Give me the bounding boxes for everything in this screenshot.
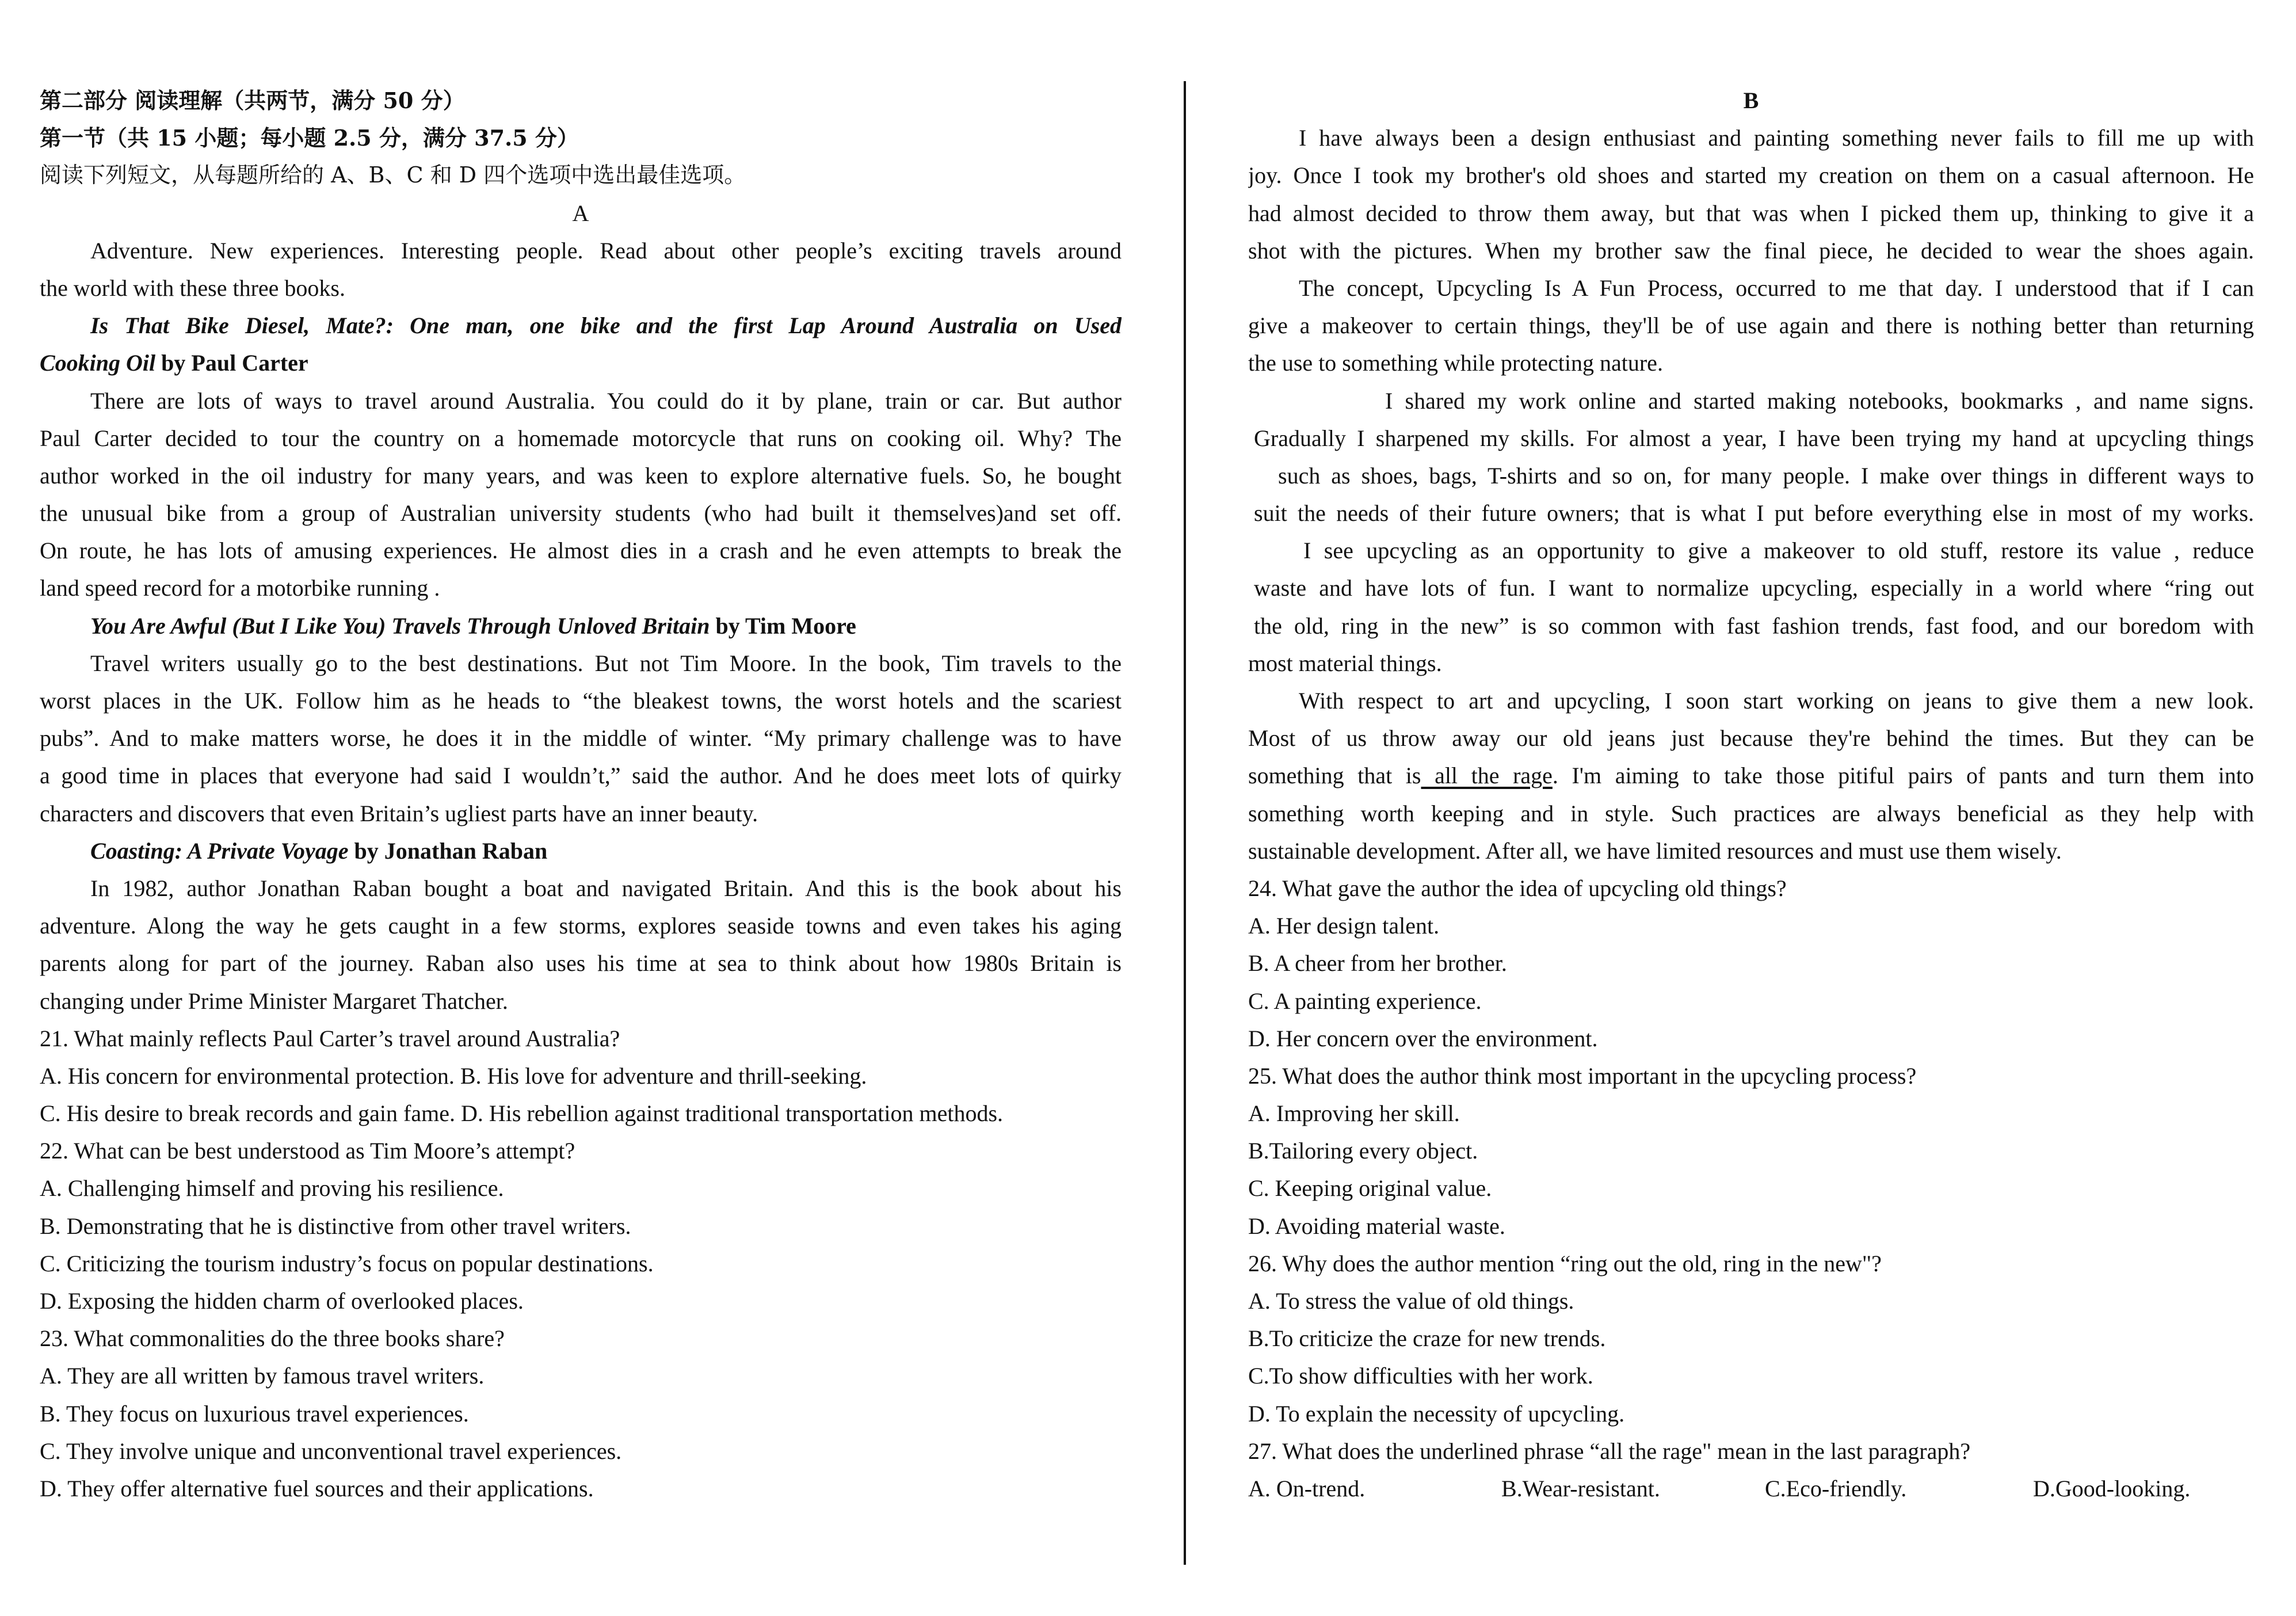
- answer-option: C.Eco-friendly.: [1765, 1475, 1907, 1501]
- text-segment: something that is: [1248, 763, 1421, 789]
- question-text: 24. What gave the author the idea of upcycling old things?: [1248, 875, 1787, 901]
- right-text-line: I see upcycling as an opportunity to give a makeover to old stuff, restore its value , reduce: [1303, 538, 2254, 564]
- question-text: 21. What mainly reflects Paul Carter’s travel around Australia?: [40, 1025, 620, 1051]
- right-text-line: I have always been a design enthusiast and painting something never fails to fill me up with: [1299, 125, 2254, 151]
- left-text-line: the unusual bike from a group of Australian university students (who had built it themselves)and set off.: [40, 500, 1122, 527]
- right-text-line: With respect to art and upcycling, I soon start working on jeans to give them a new look.: [1299, 688, 2254, 714]
- answer-option: C.To show difficulties with her work.: [1248, 1363, 1593, 1389]
- left-text-line: author worked in the oil industry for many years, and was keen to explore alternative fuels. So, he bought: [40, 462, 1122, 489]
- right-title-line: [1248, 757, 2254, 794]
- text-segment: by Paul Carter: [155, 350, 308, 376]
- answer-option: D.Good-looking.: [2033, 1475, 2191, 1501]
- column-divider: [1184, 81, 1186, 1565]
- right-text-line: give a makeover to certain things, they'll be of use again and there is nothing better than returning: [1248, 312, 2254, 339]
- left-text-line: changing under Prime Minister Margaret Thatcher.: [40, 988, 508, 1014]
- answer-option: B. They focus on luxurious travel experiences.: [40, 1400, 469, 1427]
- left-text-line: the world with these three books.: [40, 275, 345, 301]
- question-text: 23. What commonalities do the three books share?: [40, 1325, 505, 1352]
- left-text-line: 阅读下列短文，从每题所给的 A、B、C 和 D 四个选项中选出最佳选项。: [40, 162, 746, 188]
- right-text-line: Gradually I sharpened my skills. For almost a year, I have been trying my hand at upcycling things: [1254, 425, 2254, 451]
- answer-option: B. A cheer from her brother.: [1248, 950, 1507, 977]
- left-text-line: parents along for part of the journey. Raban also uses his time at sea to think about how 1980s Britain is: [40, 950, 1122, 977]
- right-text-line: joy. Once I took my brother's old shoes and started my creation on them on a casual afternoon. He: [1248, 162, 2254, 189]
- left-text-line: worst places in the UK. Follow him as he heads to “the bleakest towns, the worst hotels and the scariest: [40, 688, 1122, 714]
- right-text-line: most material things.: [1248, 650, 1442, 676]
- text-segment: . I'm aiming to take those pitiful pairs of pants and turn them into: [1552, 763, 2254, 789]
- right-text-line: Most of us throw away our old jeans just because they're behind the times. But they can be: [1248, 725, 2254, 752]
- right-text-line: had almost decided to throw them away, but that was when I picked them up, thinking to give it a: [1248, 200, 2254, 226]
- answer-option: C. Keeping original value.: [1248, 1175, 1492, 1202]
- answer-option: B.To criticize the craze for new trends.: [1248, 1325, 1606, 1352]
- left-title-line: [40, 607, 1122, 645]
- left-text-line: On route, he has lots of amusing experiences. He almost dies in a crash and he even attempts to break the: [40, 538, 1122, 564]
- answer-option: C. A painting experience.: [1248, 988, 1482, 1014]
- answer-option: D. Her concern over the environment.: [1248, 1025, 1598, 1051]
- left-text-line: 第一节（共 15 小题；每小题 2.5 分，满分 37.5 分）: [40, 125, 579, 151]
- left-text-line: characters and discovers that even Britain’s ugliest parts have an inner beauty.: [40, 800, 758, 826]
- right-text-line: suit the needs of their future owners; that is what I put before everything else in most of my works.: [1254, 500, 2254, 527]
- left-text-line: Travel writers usually go to the best destinations. But not Tim Moore. In the book, Tim travels to the: [90, 650, 1122, 676]
- left-title-line: [40, 307, 1122, 344]
- right-column: [1248, 82, 2254, 1507]
- right-text-line: B: [1743, 87, 1759, 113]
- answer-option: B.Wear-resistant.: [1501, 1475, 1660, 1501]
- answer-option: A. To stress the value of old things.: [1248, 1288, 1574, 1314]
- question-text: 26. Why does the author mention “ring out the old, ring in the new"?: [1248, 1250, 1882, 1276]
- left-text-line: There are lots of ways to travel around Australia. You could do it by plane, train or car. But author: [90, 387, 1122, 414]
- book-title: Coasting: A Private Voyage: [90, 837, 349, 864]
- left-title-line: [40, 832, 1122, 870]
- answer-option: C. Criticizing the tourism industry’s focus on popular destinations.: [40, 1250, 654, 1276]
- answer-option: A. Challenging himself and proving his resilience.: [40, 1175, 504, 1202]
- answer-option: A. They are all written by famous travel writers.: [40, 1363, 485, 1389]
- answer-option: C. They involve unique and unconventional travel experiences.: [40, 1438, 622, 1464]
- question-text: 22. What can be best understood as Tim Moore’s attempt?: [40, 1138, 575, 1164]
- book-title: You Are Awful (But I Like You) Travels Through Unloved Britain: [90, 612, 710, 639]
- right-text-line: such as shoes, bags, T-shirts and so on, for many people. I make over things in different ways to: [1278, 462, 2254, 489]
- right-text-line: The concept, Upcycling Is A Fun Process, occurred to me that day. I understood that if I can: [1299, 275, 2254, 301]
- right-text-line: the use to something while protecting nature.: [1248, 350, 1663, 376]
- answer-option: A. Her design talent.: [1248, 913, 1440, 939]
- left-text-line: a good time in places that everyone had said I wouldn’t,” said the author. And he does meet lots of quirky: [40, 763, 1122, 789]
- answer-option: D. Avoiding material waste.: [1248, 1213, 1505, 1239]
- question-text: 25. What does the author think most important in the upcycling process?: [1248, 1062, 1917, 1089]
- answer-option: D. Exposing the hidden charm of overlooked places.: [40, 1288, 524, 1314]
- q27-options-row: [1248, 1470, 2254, 1507]
- left-text-line: Paul Carter decided to tour the country on a homemade motorcycle that runs on cooking oil. Why? The: [40, 425, 1122, 451]
- left-text-line: adventure. Along the way he gets caught in a few storms, explores seaside towns and even takes his aging: [40, 913, 1122, 939]
- left-text-line: pubs”. And to make matters worse, he does it in the middle of winter. “My primary challenge was to have: [40, 725, 1122, 752]
- answer-option: C. His desire to break records and gain fame. D. His rebellion against traditional transportation methods.: [40, 1100, 1004, 1127]
- answer-option: A. His concern for environmental protection. B. His love for adventure and thrill-seeking.: [40, 1062, 867, 1089]
- question-text: 27. What does the underlined phrase “all the rage" mean in the last paragraph?: [1248, 1438, 1971, 1464]
- answer-option: A. Improving her skill.: [1248, 1100, 1460, 1127]
- book-title: Cooking Oil: [40, 350, 156, 376]
- right-text-line: sustainable development. After all, we have limited resources and must use them wisely.: [1248, 837, 2062, 864]
- left-text-line: In 1982, author Jonathan Raban bought a boat and navigated Britain. And this is the book about his: [90, 875, 1122, 901]
- left-text-line: land speed record for a motorbike running .: [40, 575, 440, 601]
- answer-option: B.Tailoring every object.: [1248, 1138, 1478, 1164]
- answer-option: D. They offer alternative fuel sources and their applications.: [40, 1475, 594, 1501]
- right-text-line: something worth keeping and in style. Such practices are always beneficial as they help with: [1248, 800, 2254, 826]
- answer-option: D. To explain the necessity of upcycling.: [1248, 1400, 1625, 1427]
- text-segment: by Tim Moore: [710, 612, 856, 639]
- underlined-phrase: all the rage: [1421, 763, 1553, 789]
- left-title-line: [40, 344, 1122, 382]
- right-text-line: the old, ring in the new” is so common with fast fashion trends, fast food, and our boredom with: [1254, 612, 2254, 639]
- right-text-line: shot with the pictures. When my brother saw the final piece, he decided to wear the shoes again.: [1248, 237, 2254, 264]
- right-text-line: waste and have lots of fun. I want to normalize upcycling, especially in a world where “ring out: [1254, 575, 2254, 601]
- left-text-line: A: [572, 200, 589, 226]
- answer-option: A. On-trend.: [1248, 1475, 1366, 1501]
- left-text-line: Adventure. New experiences. Interesting people. Read about other people’s exciting travels around: [90, 237, 1122, 264]
- left-column: [40, 82, 1122, 1507]
- book-title: Is That Bike Diesel, Mate?: One man, one bike and the first Lap Around Australia on Used: [90, 312, 1122, 339]
- text-segment: by Jonathan Raban: [348, 837, 548, 864]
- right-text-line: I shared my work online and started making notebooks, bookmarks , and name signs.: [1385, 387, 2254, 414]
- left-text-line: 第二部分 阅读理解（共两节，满分 50 分）: [40, 87, 465, 113]
- answer-option: B. Demonstrating that he is distinctive from other travel writers.: [40, 1213, 631, 1239]
